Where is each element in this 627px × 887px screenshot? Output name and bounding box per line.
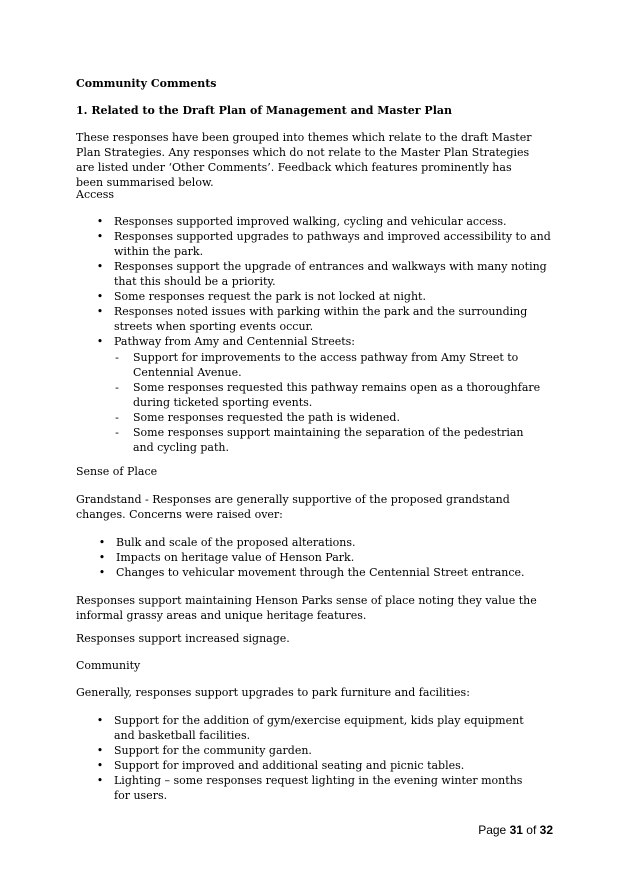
- total-pages-number: 32: [539, 823, 553, 837]
- list-item: [96, 773, 534, 803]
- community-intro: Generally, responses support upgrades to park furniture and facilities:: [76, 686, 470, 699]
- list-item-text: Support for improved and additional seating and picnic tables.: [114, 759, 465, 772]
- dash-icon: -: [115, 381, 119, 394]
- bullet-icon: •: [98, 536, 106, 549]
- list-item-text: Responses support the upgrade of entrances and walkways with many noting that this should be a priority.: [114, 260, 547, 288]
- list-item-text: Responses supported improved walking, cycling and vehicular access.: [114, 215, 507, 228]
- current-page-number: 31: [509, 823, 523, 837]
- bullet-icon: •: [96, 230, 104, 243]
- bullet-icon: •: [98, 566, 106, 579]
- page-footer: [478, 823, 553, 837]
- community-heading: Community: [76, 659, 141, 672]
- list-item: [98, 565, 546, 580]
- list-item-text: Pathway from Amy and Centennial Streets:: [114, 335, 356, 348]
- list-item-text: Responses noted issues with parking within the park and the surrounding streets when sporting events occur.: [114, 305, 528, 333]
- list-item: [98, 550, 546, 565]
- sub-list-item-text: Support for improvements to the access pathway from Amy Street to Centennial Avenue.: [133, 351, 519, 379]
- list-item: [96, 743, 534, 758]
- list-item: [98, 535, 546, 550]
- list-item: [96, 334, 554, 349]
- bullet-icon: •: [98, 551, 106, 564]
- bullet-icon: •: [96, 305, 104, 318]
- bullet-icon: •: [96, 744, 104, 757]
- list-item-text: Bulk and scale of the proposed alterations.: [116, 536, 356, 549]
- list-item: [96, 713, 534, 743]
- list-item: [96, 304, 554, 334]
- sub-list-item-text: Some responses requested the path is widened.: [133, 411, 400, 424]
- list-item-text: Some responses request the park is not locked at night.: [114, 290, 426, 303]
- signage-paragraph: Responses support increased signage.: [76, 632, 290, 645]
- section-heading: 1. Related to the Draft Plan of Management and Master Plan: [76, 104, 453, 117]
- list-item-text: Support for the community garden.: [114, 744, 312, 757]
- list-item-text: Changes to vehicular movement through the Centennial Street entrance.: [116, 566, 525, 579]
- sub-list-item: [115, 350, 543, 380]
- access-sub-list: [115, 350, 543, 455]
- list-item-text: Impacts on heritage value of Henson Park.: [116, 551, 355, 564]
- access-list: [96, 214, 554, 349]
- page-label: Page: [478, 823, 507, 837]
- sub-list-item: [115, 410, 543, 425]
- access-heading: Access: [76, 188, 115, 201]
- bullet-icon: •: [96, 759, 104, 772]
- bullet-icon: •: [96, 714, 104, 727]
- list-item: [96, 259, 554, 289]
- list-item-text: Responses supported upgrades to pathways and improved accessibility to and within the park.: [114, 230, 551, 258]
- list-item: [96, 289, 554, 304]
- dash-icon: -: [115, 411, 119, 424]
- list-item: [96, 214, 554, 229]
- grandstand-paragraph: Grandstand - Responses are generally supportive of the proposed grandstand changes. Concerns were raised over:: [76, 493, 510, 521]
- list-item-text: Lighting – some responses request lighting in the evening winter months for users.: [114, 774, 523, 802]
- bullet-icon: •: [96, 335, 104, 348]
- list-item-text: Support for the addition of gym/exercise equipment, kids play equipment and basketball facilities.: [114, 714, 524, 742]
- bullet-icon: •: [96, 774, 104, 787]
- dash-icon: -: [115, 351, 119, 364]
- bullet-icon: •: [96, 290, 104, 303]
- of-label: of: [526, 823, 537, 837]
- dash-icon: -: [115, 426, 119, 439]
- sense-of-place-heading: Sense of Place: [76, 465, 158, 478]
- sub-list-item: [115, 425, 543, 455]
- sub-list-item-text: Some responses support maintaining the separation of the pedestrian and cycling path.: [133, 426, 524, 454]
- bullet-icon: •: [96, 215, 104, 228]
- list-item: [96, 229, 554, 259]
- community-list: [96, 713, 534, 803]
- sub-list-item-text: Some responses requested this pathway remains open as a thoroughfare during ticketed sporting events.: [133, 381, 541, 409]
- list-item: [96, 758, 534, 773]
- sense-of-place-paragraph: Responses support maintaining Henson Parks sense of place noting they value the informal grassy areas and unique heritage features.: [76, 594, 537, 622]
- sense-of-place-list: [98, 535, 546, 580]
- intro-paragraph: These responses have been grouped into themes which relate to the draft Master Plan Strategies. Any responses which do not relate to the Master Plan Strategies are listed under ‘Other Comments’. Feedback which features prominently has been summarised below.: [76, 131, 532, 189]
- sub-list-item: [115, 380, 543, 410]
- document-title: Community Comments: [76, 77, 217, 90]
- bullet-icon: •: [96, 260, 104, 273]
